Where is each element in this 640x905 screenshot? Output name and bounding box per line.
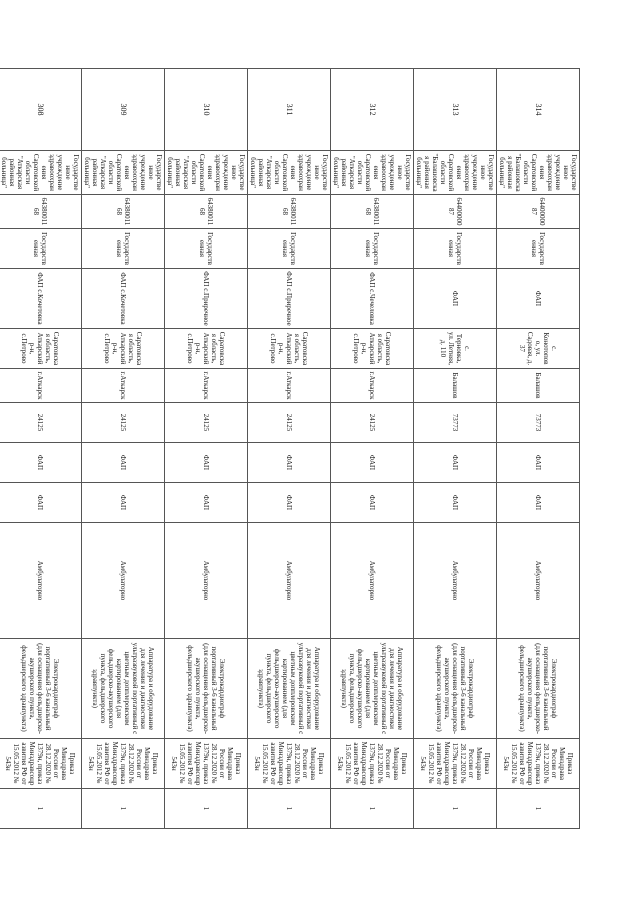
cell-type2: ФАП [165,483,248,523]
cell-code: 6440000087 [497,195,580,229]
cell-okato: 24125 [82,403,165,443]
cell-equip: Электрокардиограф портативный 3-6 канальный (для оснащения фельдшерско-акушерского пункта, фельдшерского здравпункта) [414,639,497,739]
record-number-cell: 310 [165,69,248,151]
cell-code: 6438001168 [165,195,248,229]
cell-care: Амбулаторно [497,523,580,639]
cell-type2: ФАП [414,483,497,523]
cell-locality: Балашов [414,369,497,403]
cell-name: ФАП с.Чечеловка [331,269,414,329]
record-number-cell: 313 [414,69,497,151]
cell-type1: ФАП [414,443,497,483]
cell-org: Государственное учреждение здравоохранения Саратовской области "Балашовская районная больница" [414,151,497,195]
cell-okato: 24125 [331,403,414,443]
cell-qty: 1 [497,789,580,829]
cell-care: Амбулаторно [82,523,165,639]
cell-okato: 24125 [248,403,331,443]
cell-code: 6438001168 [82,195,165,229]
table-row [82,69,165,829]
cell-locality: Балашов [497,369,580,403]
cell-code: 6438001168 [248,195,331,229]
cell-code: 6438001168 [331,195,414,229]
cell-name: ФАП [414,269,497,329]
cell-qty: 1 [165,789,248,829]
cell-type1: ФАП [248,443,331,483]
cell-locality: г.Аткарск [82,369,165,403]
cell-address: с. Конотопово, ул. Садовая, д. 37 [497,329,580,369]
record-number-cell: 311 [248,69,331,151]
cell-okato: 73773 [414,403,497,443]
cell-type1: ФАП [165,443,248,483]
cell-qty: 1 [0,789,82,829]
record-number-cell: 309 [82,69,165,151]
cell-type2: ФАП [331,483,414,523]
cell-org: Государственное учреждение здравоохранения Саратовской области "Аткарская районная больница" [165,151,248,195]
cell-type1: ФАП [331,443,414,483]
cell-type2: ФАП [497,483,580,523]
cell-equip: Электрокардиограф портативный 3-6 канальный (для оснащения фельдшерско-акушерского пункта, фельдшерского здравпункта) [0,639,82,739]
cell-name: ФАП [497,269,580,329]
cell-docs: Приказ Минздрава России от 28.12.2020 № 1379н, приказ Минздравсоцразвития РФ от 15.05.2012 № 543н [0,739,82,789]
cell-name: ФАП с.Кочетовка [82,269,165,329]
cell-address: Саратовская область, Аткарский р-н, с.Петрово [331,329,414,369]
cell-type1: ФАП [497,443,580,483]
cell-equip: Электрокардиограф портативный 3-6 канальный (для оснащения фельдшерско-акушерского пункта, фельдшерского здравпункта) [165,639,248,739]
cell-equip: Аппаратура и оборудование для лечения и диагностики ультразвуковой портативный с цветным допплеровским картированием (для фельдшерско-акушерского пункта, фельдшерского здравпункта) [82,639,165,739]
cell-form: Государственная [82,229,165,269]
cell-okato: 24125 [165,403,248,443]
cell-qty: 1 [414,789,497,829]
cell-docs: Приказ Минздрава России от 28.12.2020 № 1379н, приказ Минздравсоцразвития РФ от 15.05.2012 № 543н [414,739,497,789]
cell-org: Государственное учреждение здравоохранения Саратовской области "Аткарская районная больница" [248,151,331,195]
cell-docs: Приказ Минздрава России от 28.12.2020 № 1379н, приказ Минздравсоцразвития РФ от 15.05.2012 № 543н [248,739,331,789]
table-row [165,69,248,829]
cell-name: ФАП с.Приречное [165,269,248,329]
cell-address: Саратовская область, Аткарский р-н, с.Петрово [82,329,165,369]
cell-address: Саратовская область, Аткарский р-н, с.Петрово [165,329,248,369]
cell-type2: ФАП [0,483,82,523]
cell-locality: г.Аткарск [0,369,82,403]
cell-type2: ФАП [248,483,331,523]
cell-locality: г.Аткарск [165,369,248,403]
cell-org: Государственное учреждение здравоохранения Саратовской области "Аткарская районная больница" [0,151,82,195]
equipment-register-table [0,68,580,829]
table-row [0,69,82,829]
cell-type1: ФАП [0,443,82,483]
cell-type1: ФАП [82,443,165,483]
record-number-cell: 312 [331,69,414,151]
cell-care: Амбулаторно [165,523,248,639]
cell-care: Амбулаторно [331,523,414,639]
cell-code: 6440000087 [414,195,497,229]
cell-name: ФАП с.Приречное [248,269,331,329]
cell-org: Государственное учреждение здравоохранения Саратовской области "Аткарская районная больница" [82,151,165,195]
cell-care: Амбулаторно [414,523,497,639]
cell-org: Государственное учреждение здравоохранения Саратовской области "Аткарская районная больница" [331,151,414,195]
cell-form: Государственная [414,229,497,269]
cell-name: ФАП с.Кочетовка [0,269,82,329]
rotated-table-wrapper [0,68,580,828]
cell-equip: Аппаратура и оборудование для лечения и диагностики ультразвуковой портативный с цветным допплеровским картированием (для фельдшерско-акушерского пункта, фельдшерского здравпункта) [331,639,414,739]
cell-equip: Электрокардиограф портативный 3-6 канальный (для оснащения фельдшерско-акушерского пункта, фельдшерского здравпункта) [497,639,580,739]
cell-form: Государственная [497,229,580,269]
cell-form: Государственная [248,229,331,269]
cell-okato: 73773 [497,403,580,443]
cell-form: Государственная [331,229,414,269]
cell-type2: ФАП [82,483,165,523]
cell-address: с. Терновка, ул. Летняя, д. 110 [414,329,497,369]
table-row [414,69,497,829]
record-number-cell: 314 [497,69,580,151]
cell-form: Государственная [165,229,248,269]
cell-qty: 1 [82,789,165,829]
table-row [497,69,580,829]
cell-docs: Приказ Минздрава России от 28.12.2020 № 1379н, приказ Минздравсоцразвития РФ от 15.05.2012 № 543н [82,739,165,789]
record-number-cell: 308 [0,69,82,151]
cell-docs: Приказ Минздрава России от 28.12.2020 № 1379н, приказ Минздравсоцразвития РФ от 15.05.2012 № 543н [331,739,414,789]
cell-qty: 1 [248,789,331,829]
cell-address: Саратовская область, Аткарский р-н, с.Петрово [248,329,331,369]
table-row [248,69,331,829]
cell-okato: 24125 [0,403,82,443]
cell-locality: г.Аткарск [331,369,414,403]
cell-care: Амбулаторно [248,523,331,639]
cell-docs: Приказ Минздрава России от 28.12.2020 № 1379н, приказ Минздравсоцразвития РФ от 15.05.2012 № 543н [497,739,580,789]
cell-docs: Приказ Минздрава России от 28.12.2020 № 1379н, приказ Минздравсоцразвития РФ от 15.05.2012 № 543н [165,739,248,789]
cell-form: Государственная [0,229,82,269]
cell-care: Амбулаторно [0,523,82,639]
cell-code: 6438001168 [0,195,82,229]
cell-equip: Аппаратура и оборудование для лечения и диагностики ультразвуковой портативный с цветным допплеровским картированием (для фельдшерско-акушерского пункта, фельдшерского здравпункта) [248,639,331,739]
cell-address: Саратовская область, Аткарский р-н, с.Петрово [0,329,82,369]
cell-qty: 1 [331,789,414,829]
cell-org: Государственное учреждение здравоохранения Саратовской области "Балашовская районная больница" [497,151,580,195]
table-row [331,69,414,829]
cell-locality: г.Аткарск [248,369,331,403]
